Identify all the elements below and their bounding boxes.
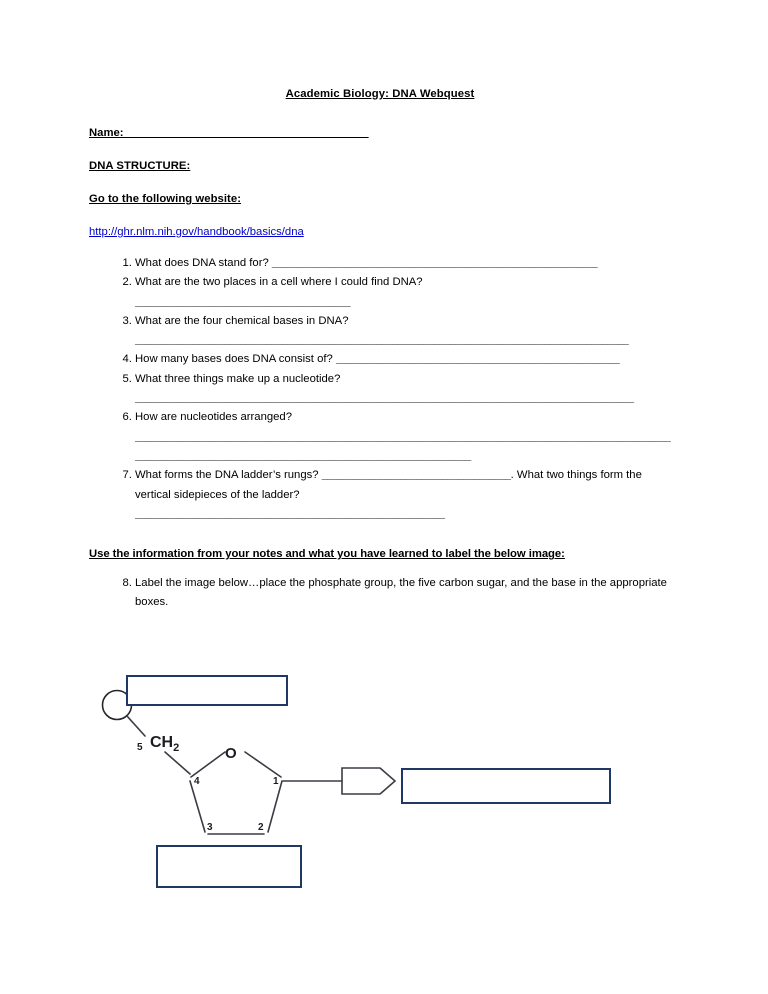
bond-c4-to-o (191, 752, 225, 777)
question-8-text: 8. Label the image below…place the phosphate group, the five carbon sugar, and the base in the appropriate boxes. (135, 577, 667, 609)
phosphate-answer-box[interactable] (126, 675, 288, 706)
label-image-instruction: Use the information from your notes and what you have learned to label the below image: (89, 548, 565, 561)
bond-o-to-c1 (245, 752, 281, 777)
name-label: Name: (89, 127, 124, 139)
bond-c3-to-c4 (190, 781, 205, 832)
question-4-text: How many bases does DNA consist of? (135, 353, 333, 366)
carbon-2-number: 2 (258, 822, 264, 833)
question-item-3 (135, 312, 671, 351)
question-3-text: 3. What are the four chemical bases in DNA? (135, 314, 349, 327)
question-list-continued (89, 574, 671, 613)
question-6-answer-blank[interactable]: ______________________________________________________________________________________________________________________________________________________________________ (135, 430, 671, 462)
carbon-1-number: 1 (273, 776, 279, 787)
question-7-text-part2: . What two things form the vertical sidepieces of the ladder? (135, 469, 642, 501)
ring-oxygen-label: O (225, 745, 237, 762)
page-title: Academic Biology: DNA Webquest (285, 88, 475, 100)
question-7-inline-blank[interactable]: ____________________________________ (321, 469, 511, 482)
bond-ch2-to-c4 (165, 752, 190, 774)
carbon-4-number: 4 (194, 776, 200, 787)
question-item-7 (135, 466, 671, 524)
question-2-text: 2. What are the two places in a cell where I could find DNA? (135, 276, 423, 289)
carbon-3-number: 3 (207, 822, 213, 833)
question-5-text: 5. What three things make up a nucleotide? (135, 372, 341, 385)
question-item-8 (135, 574, 671, 613)
webquest-url-link[interactable]: http://ghr.nlm.nih.gov/handbook/basics/dna (89, 226, 304, 238)
question-item-6 (135, 408, 671, 466)
question-1-answer-blank[interactable]: ______________________________________________________________ (271, 257, 598, 269)
question-7-answer-blank[interactable]: ___________________________________________________________ (135, 507, 445, 520)
question-2-answer-blank[interactable]: _________________________________________ (135, 295, 351, 308)
document-body (89, 88, 671, 613)
base-answer-box[interactable] (401, 768, 611, 804)
bond-c1-to-c2 (268, 781, 282, 832)
ch2-label: $CH_2$ (150, 734, 180, 754)
question-1-text: What does DNA stand for? (135, 257, 269, 269)
question-6-text: 6. How are nucleotides arranged? (135, 411, 292, 424)
name-label-with-blank[interactable] (89, 127, 369, 139)
question-item-4 (135, 350, 671, 369)
base-arrow-shape (342, 768, 395, 794)
question-3-answer-blank[interactable]: ______________________________________________________________________________________________ (135, 334, 629, 347)
question-item-1 (135, 254, 671, 273)
question-7-text-part1: What forms the DNA ladder’s rungs? (135, 469, 319, 482)
question-4-answer-blank[interactable]: ______________________________________________________ (335, 353, 620, 366)
website-prompt: Go to the following website: (89, 193, 242, 205)
question-5-answer-blank[interactable]: _______________________________________________________________________________________________ (135, 392, 634, 405)
question-list (89, 254, 671, 524)
name-blank[interactable]: _______________________________________ (123, 127, 369, 139)
question-item-2 (135, 273, 671, 312)
bond-phosphate-to-ch2 (127, 716, 145, 736)
question-item-5 (135, 370, 671, 409)
name-field-row (89, 123, 671, 160)
carbon-5-number: 5 (137, 742, 143, 753)
sugar-answer-box[interactable] (156, 845, 302, 888)
section-heading-dna-structure: DNA STRUCTURE: (89, 160, 191, 172)
nucleotide-diagram (95, 664, 635, 904)
